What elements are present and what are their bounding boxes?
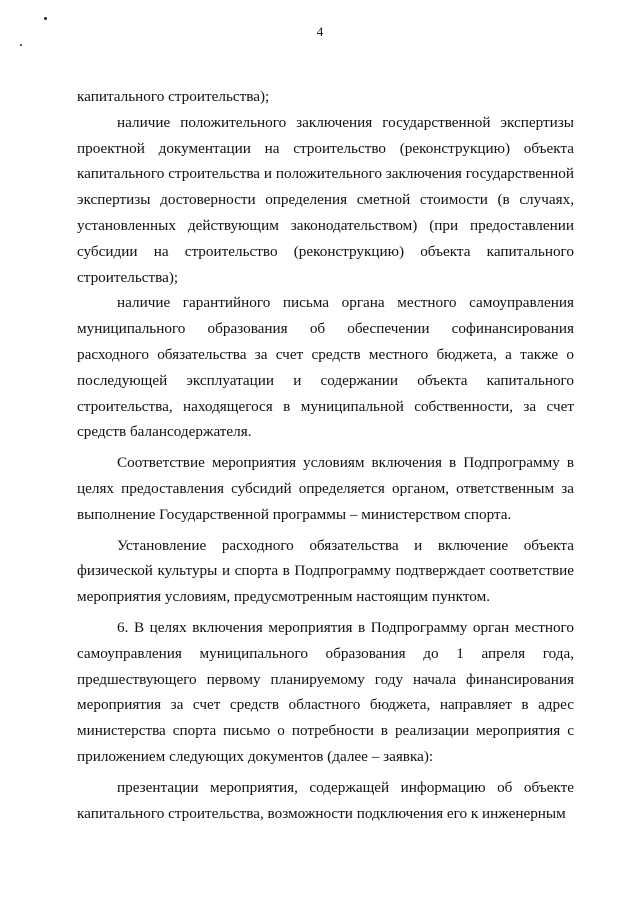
paragraph-presentation: презентации мероприятия, содержащей информацию об объекте капитального строительства, возможности подключения его к инженерным bbox=[77, 778, 574, 822]
document-body bbox=[77, 84, 574, 826]
paragraph-guarantee-letter: наличие гарантийного письма органа местного самоуправления муниципального образования об обеспечении софинансирования расходного обязательства за счет средств местного бюджета, а также о последующей эксплуатации и содержании объекта капитального строительства, находящегося в муниципальной собственности, за счет средств балансодержателя. bbox=[77, 294, 574, 441]
scan-speck bbox=[44, 17, 47, 20]
paragraph-state-expertise: наличие положительного заключения государственной экспертизы проектной документации на строительство (реконструкцию) объекта капитального строительства и положительного заключения государственной экспертизы достоверности определения сметной стоимости (в случаях, установленных действующим законодательством) (при предоставлении субсидии на строительство (реконструкцию) объекта капитального строительства); bbox=[77, 113, 574, 286]
paragraph-obligation: Установление расходного обязательства и включение объекта физической культуры и спорта в Подпрограмму подтверждает соответствие мероприятия условиям, предусмотренным настоящим пунктом. bbox=[77, 536, 574, 606]
paragraph-continuation: капитального строительства); bbox=[77, 88, 270, 105]
scan-speck bbox=[20, 44, 22, 46]
paragraph-item-6: 6. В целях включения мероприятия в Подпрограмму орган местного самоуправления муниципального образования до 1 апреля года, предшествующего первому планируемому году начала финансирования мероприятия за счет средств областного бюджета, направляет в адрес министерства спорта письмо о потребности в реализации мероприятия с приложением следующих документов (далее – заявка): bbox=[77, 618, 574, 765]
page-number: 4 bbox=[316, 24, 324, 39]
paragraph-compliance: Соответствие мероприятия условиям включения в Подпрограмму в целях предоставления субсидий определяется органом, ответственным за выполнение Государственной программы – министерством спорта. bbox=[77, 454, 574, 523]
